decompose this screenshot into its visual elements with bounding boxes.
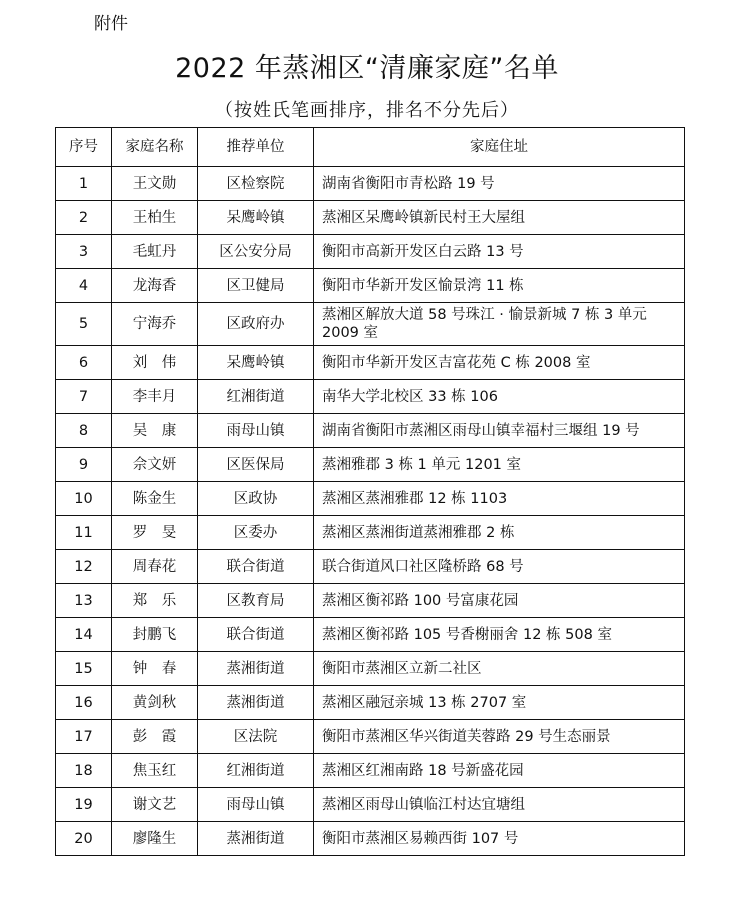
table-row <box>56 482 685 516</box>
row-number: 6 <box>56 346 112 380</box>
family-name: 刘 伟 <box>112 346 198 380</box>
recommending-unit: 红湘街道 <box>198 380 314 414</box>
family-address: 蒸湘区呆鹰岭镇新民村王大屋组 <box>314 201 685 235</box>
table-row <box>56 167 685 201</box>
row-number: 1 <box>56 167 112 201</box>
recommending-unit: 联合街道 <box>198 550 314 584</box>
column-header-number: 序号 <box>56 128 112 167</box>
family-name: 王文勋 <box>112 167 198 201</box>
row-number: 17 <box>56 720 112 754</box>
column-header-address: 家庭住址 <box>314 128 685 167</box>
family-address: 衡阳市高新开发区白云路 13 号 <box>314 235 685 269</box>
family-name: 焦玉红 <box>112 754 198 788</box>
recommending-unit: 区医保局 <box>198 448 314 482</box>
row-number: 13 <box>56 584 112 618</box>
recommending-unit: 区政协 <box>198 482 314 516</box>
table-row <box>56 584 685 618</box>
recommending-unit: 区法院 <box>198 720 314 754</box>
family-address: 蒸湘区雨母山镇临江村达宜塘组 <box>314 788 685 822</box>
row-number: 3 <box>56 235 112 269</box>
family-address: 南华大学北校区 33 栋 106 <box>314 380 685 414</box>
recommending-unit: 红湘街道 <box>198 754 314 788</box>
family-address: 蒸湘区衡祁路 105 号香榭丽舍 12 栋 508 室 <box>314 618 685 652</box>
recommending-unit: 蒸湘街道 <box>198 652 314 686</box>
row-number: 20 <box>56 822 112 856</box>
family-name: 廖隆生 <box>112 822 198 856</box>
family-address: 湖南省衡阳市青松路 19 号 <box>314 167 685 201</box>
family-address: 蒸湘区解放大道 58 号珠江 · 愉景新城 7 栋 3 单元 2009 室 <box>314 303 685 346</box>
row-number: 18 <box>56 754 112 788</box>
table-row <box>56 414 685 448</box>
family-name: 彭 霞 <box>112 720 198 754</box>
table-row <box>56 346 685 380</box>
table-row <box>56 303 685 346</box>
column-header-recommending-unit: 推荐单位 <box>198 128 314 167</box>
table-row <box>56 618 685 652</box>
recommending-unit: 区教育局 <box>198 584 314 618</box>
table-body <box>56 167 685 856</box>
recommending-unit: 雨母山镇 <box>198 414 314 448</box>
family-name: 黄剑秋 <box>112 686 198 720</box>
family-name: 封鹏飞 <box>112 618 198 652</box>
family-name: 李丰月 <box>112 380 198 414</box>
family-name: 吴 康 <box>112 414 198 448</box>
family-name: 郑 乐 <box>112 584 198 618</box>
recommending-unit: 蒸湘街道 <box>198 686 314 720</box>
family-name: 陈金生 <box>112 482 198 516</box>
family-address: 衡阳市华新开发区吉富花苑 C 栋 2008 室 <box>314 346 685 380</box>
recommending-unit: 蒸湘街道 <box>198 822 314 856</box>
row-number: 12 <box>56 550 112 584</box>
family-name: 龙海香 <box>112 269 198 303</box>
row-number: 14 <box>56 618 112 652</box>
family-roster-table <box>55 127 685 856</box>
family-address: 衡阳市华新开发区愉景湾 11 栋 <box>314 269 685 303</box>
family-address: 联合街道风口社区隆桥路 68 号 <box>314 550 685 584</box>
table-row <box>56 550 685 584</box>
recommending-unit: 区委办 <box>198 516 314 550</box>
column-header-family-name: 家庭名称 <box>112 128 198 167</box>
family-address: 蒸湘区融冠亲城 13 栋 2707 室 <box>314 686 685 720</box>
family-name: 毛虹丹 <box>112 235 198 269</box>
row-number: 10 <box>56 482 112 516</box>
family-name: 钟 春 <box>112 652 198 686</box>
family-address: 蒸湘区蒸湘街道蒸湘雅郡 2 栋 <box>314 516 685 550</box>
recommending-unit: 区公安分局 <box>198 235 314 269</box>
table-row <box>56 201 685 235</box>
family-name: 周春花 <box>112 550 198 584</box>
table-row <box>56 235 685 269</box>
table-header-row <box>56 128 685 167</box>
row-number: 9 <box>56 448 112 482</box>
family-address: 蒸湘区红湘南路 18 号新盛花园 <box>314 754 685 788</box>
row-number: 19 <box>56 788 112 822</box>
row-number: 15 <box>56 652 112 686</box>
row-number: 8 <box>56 414 112 448</box>
page-title: 2022 年蒸湘区“清廉家庭”名单 <box>175 53 559 84</box>
row-number: 5 <box>56 303 112 346</box>
family-name: 佘文妍 <box>112 448 198 482</box>
row-number: 7 <box>56 380 112 414</box>
family-address: 衡阳市蒸湘区易赖西街 107 号 <box>314 822 685 856</box>
table-row <box>56 754 685 788</box>
family-address: 衡阳市蒸湘区立新二社区 <box>314 652 685 686</box>
row-number: 4 <box>56 269 112 303</box>
recommending-unit: 雨母山镇 <box>198 788 314 822</box>
table-header <box>56 128 685 167</box>
table-row <box>56 720 685 754</box>
family-address: 蒸湘区衡祁路 100 号富康花园 <box>314 584 685 618</box>
family-address: 衡阳市蒸湘区华兴街道芙蓉路 29 号生态丽景 <box>314 720 685 754</box>
family-address: 蒸湘雅郡 3 栋 1 单元 1201 室 <box>314 448 685 482</box>
recommending-unit: 呆鹰岭镇 <box>198 346 314 380</box>
table-row <box>56 788 685 822</box>
recommending-unit: 区卫健局 <box>198 269 314 303</box>
family-name: 罗 旻 <box>112 516 198 550</box>
table-row <box>56 686 685 720</box>
recommending-unit: 区政府办 <box>198 303 314 346</box>
row-number: 16 <box>56 686 112 720</box>
table-row <box>56 822 685 856</box>
family-name: 王柏生 <box>112 201 198 235</box>
family-address: 蒸湘区蒸湘雅郡 12 栋 1103 <box>314 482 685 516</box>
attachment-label: 附件 <box>94 14 128 34</box>
family-name: 谢文艺 <box>112 788 198 822</box>
table-row <box>56 516 685 550</box>
table-row <box>56 448 685 482</box>
table-row <box>56 652 685 686</box>
family-name: 宁海乔 <box>112 303 198 346</box>
family-address: 湖南省衡阳市蒸湘区雨母山镇幸福村三堰组 19 号 <box>314 414 685 448</box>
recommending-unit: 区检察院 <box>198 167 314 201</box>
table-row <box>56 380 685 414</box>
page-subtitle: （按姓氏笔画排序，排名不分先后） <box>215 100 519 121</box>
recommending-unit: 呆鹰岭镇 <box>198 201 314 235</box>
recommending-unit: 联合街道 <box>198 618 314 652</box>
table-row <box>56 269 685 303</box>
row-number: 11 <box>56 516 112 550</box>
row-number: 2 <box>56 201 112 235</box>
